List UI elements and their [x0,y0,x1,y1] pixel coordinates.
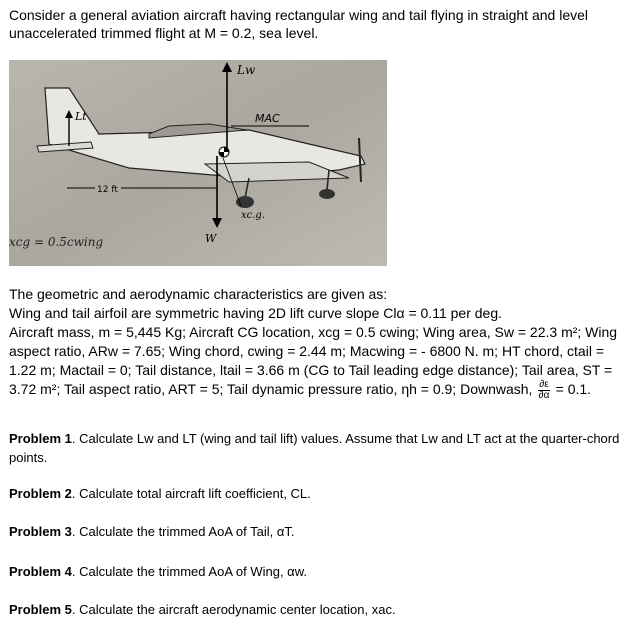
weight-label: W [205,232,217,245]
xcg-mark-label: xc.g. [241,210,265,221]
problem-2-text: . Calculate total aircraft lift coefficient, CL. [71,486,311,501]
desc-line-2: Wing and tail airfoil are symmetric having 2D lift curve slope Clα = 0.11 per deg. [9,305,502,321]
mac-label: MAC [255,112,280,125]
xcg-equation-label: xcg = 0.5cwing [9,235,104,249]
problem-3-text: . Calculate the trimmed AoA of Tail, αT. [71,524,295,539]
problem-1 [9,429,627,467]
desc-line-6a: 3.72 m²; Tail aspect ratio, ART = 5; Tail dynamic pressure ratio, ηh = 0.9; Downwash, [9,381,533,398]
problem-4 [9,562,627,581]
desc-line-6 [9,380,627,401]
desc-line-6b: = 0.1. [555,381,592,398]
desc-line-1: The geometric and aerodynamic characteristics are given as: [9,286,388,302]
problem-4-label: Problem 4 [9,564,72,579]
lw-label: Lw [237,63,256,77]
problem-3-label: Problem 3 [9,524,72,539]
problem-4-text: . Calculate the trimmed AoA of Wing, αw. [71,564,307,579]
problem-5 [9,600,627,619]
nose-wheel [319,189,335,199]
problem-5-text: . Calculate the aircraft aerodynamic center location, xac. [71,602,396,617]
aircraft-diagram [9,60,387,266]
main-wheel [236,196,254,208]
problem-3 [9,522,627,541]
problem-2-label: Problem 2 [9,486,72,501]
fraction-denominator: ∂α [538,390,550,401]
aircraft-figure [9,60,387,266]
problem-5-label: Problem 5 [9,602,72,617]
fraction-numerator: ∂ε [539,379,549,390]
desc-line-4: aspect ratio, ARw = 7.65; Wing chord, cwing = 2.44 m; Macwing = - 6800 N. m; HT chord, ctail = [9,343,605,359]
twelve-ft-label: 12 ft [97,185,118,195]
intro-paragraph: Consider a general aviation aircraft having rectangular wing and tail flying in straight and level unaccelerated trimmed flight at M = 0.2, sea level. [9,7,588,41]
problem-2 [9,484,627,503]
characteristics-section [9,285,627,401]
lt-label: Lt [75,110,87,123]
desc-line-5: 1.22 m; Mactail = 0; Tail distance, ltail = 3.66 m (CG to Tail leading edge distance); Tail area, ST = [9,362,613,378]
problem-1-label: Problem 1 [9,431,72,446]
desc-line-3: Aircraft mass, m = 5,445 Kg; Aircraft CG location, xcg = 0.5 cwing; Wing area, Sw = 22.3 m²; Wing [9,324,618,340]
downwash-fraction [538,380,549,401]
problem-1-text: . Calculate Lw and LT (wing and tail lift) values. Assume that Lw and LT act at the quarter-chord points. [9,431,620,465]
